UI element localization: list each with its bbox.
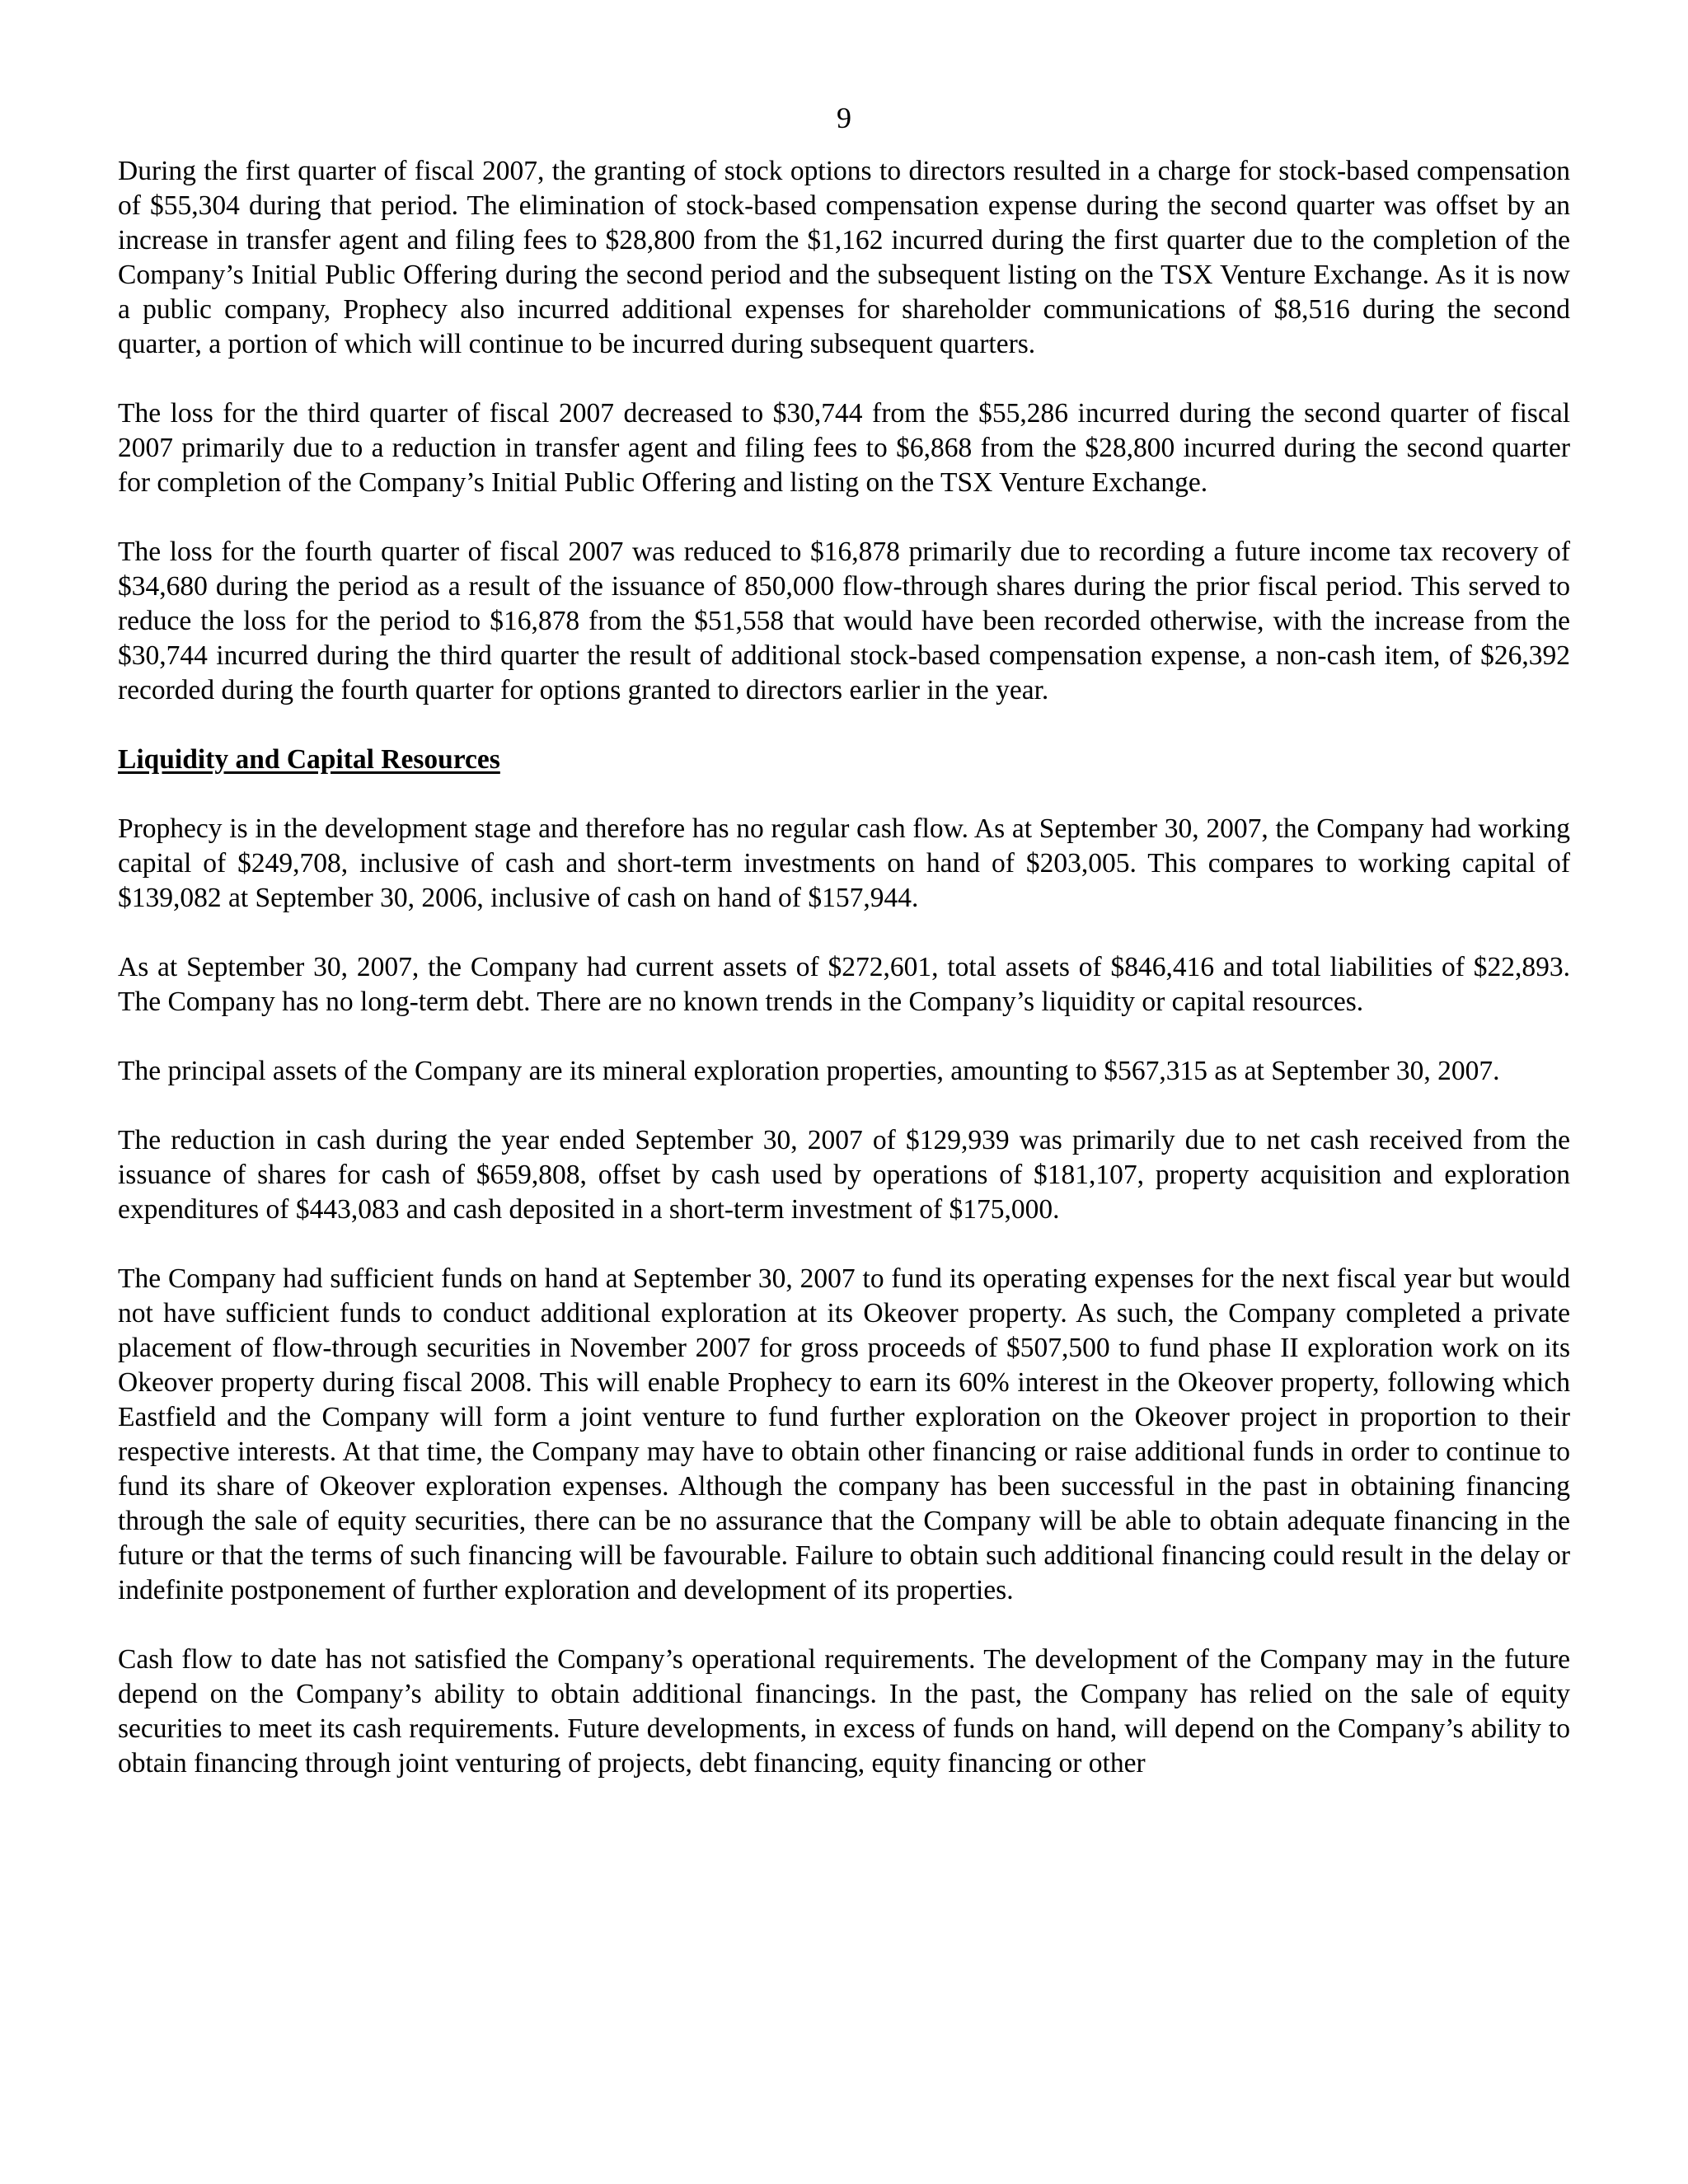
paragraph-cash-flow: Cash flow to date has not satisfied the Company’s operational requirements. The development of the Company may in the future depend on the Company’s ability to obtain additional financings. In the past, the Company has relied on the sale of equity securities to meet its cash requirements. Future developments, in excess of funds on hand, will depend on the Company’s ability to obtain financing through joint venturing of projects, debt financing, equity financing or other — [118, 1644, 1570, 1779]
paragraph-assets-liabilities: As at September 30, 2007, the Company had current assets of $272,601, total assets of $846,416 and total liabilities of $22,893. The Company has no long-term debt. There are no known trends in the Company’s liquidity or capital resources. — [118, 952, 1570, 1017]
paragraph-q1-results: During the first quarter of fiscal 2007, the granting of stock options to directors resulted in a charge for stock-based compensation of $55,304 during that period. The elimination of stock-based compensation expense during the second quarter was offset by an increase in transfer agent and filing fees to $28,800 from the $1,162 incurred during the first quarter due to the completion of the Company’s Initial Public Offering during the second period and the subsequent listing on the TSX Venture Exchange. As it is now a public company, Prophecy also incurred additional expenses for shareholder communications of $8,516 during the second quarter, a portion of which will continue to be incurred during subsequent quarters. — [118, 156, 1570, 359]
paragraph-sufficient-funds: The Company had sufficient funds on hand at September 30, 2007 to fund its operating expenses for the next fiscal year but would not have sufficient funds to conduct additional exploration at its Okeover property. As such, the Company completed a private placement of flow-through securities in November 2007 for gross proceeds of $507,500 to fund phase II exploration work on its Okeover property during fiscal 2008. This will enable Prophecy to earn its 60% interest in the Okeover property, following which Eastfield and the Company will form a joint venture to fund further exploration on the Okeover project in proportion to their respective interests. At that time, the Company may have to obtain other financing or raise additional funds in order to continue to fund its share of Okeover exploration expenses. Although the company has been successful in the past in obtaining financing through the sale of equity securities, there can be no assurance that the Company will be able to obtain adequate financing in the future or that the terms of such financing will be favourable. Failure to obtain such additional financing could result in the delay or indefinite postponement of further exploration and development of its properties. — [118, 1263, 1570, 1605]
paragraph-principal-assets: The principal assets of the Company are its mineral exploration properties, amounting to $567,315 as at September 30, 2007. — [118, 1056, 1500, 1086]
paragraph-q4-results: The loss for the fourth quarter of fiscal 2007 was reduced to $16,878 primarily due to recording a future income tax recovery of $34,680 during the period as a result of the issuance of 850,000 flow-through shares during the prior fiscal period. This served to reduce the loss for the period to $16,878 from the $51,558 that would have been recorded otherwise, with the increase from the $30,744 incurred during the third quarter the result of additional stock-based compensation expense, a non-cash item, of $26,392 recorded during the fourth quarter for options granted to directors earlier in the year. — [118, 537, 1570, 705]
page-content — [118, 154, 1570, 1816]
paragraph-cash-reduction: The reduction in cash during the year ended September 30, 2007 of $129,939 was primarily due to net cash received from the issuance of shares for cash of $659,808, offset by cash used by operations of $181,107, property acquisition and exploration expenditures of $443,083 and cash deposited in a short-term investment of $175,000. — [118, 1125, 1570, 1225]
paragraph-working-capital: Prophecy is in the development stage and therefore has no regular cash flow. As at September 30, 2007, the Company had working capital of $249,708, inclusive of cash and short-term investments on hand of $203,005. This compares to working capital of $139,082 at September 30, 2006, inclusive of cash on hand of $157,944. — [118, 813, 1570, 913]
paragraph-q3-results: The loss for the third quarter of fiscal 2007 decreased to $30,744 from the $55,286 incurred during the second quarter of fiscal 2007 primarily due to a reduction in transfer agent and filing fees to $6,868 from the $28,800 incurred during the second quarter for completion of the Company’s Initial Public Offering and listing on the TSX Venture Exchange. — [118, 398, 1570, 498]
section-heading-liquidity: Liquidity and Capital Resources — [118, 744, 500, 775]
page-number: 9 — [837, 101, 851, 134]
